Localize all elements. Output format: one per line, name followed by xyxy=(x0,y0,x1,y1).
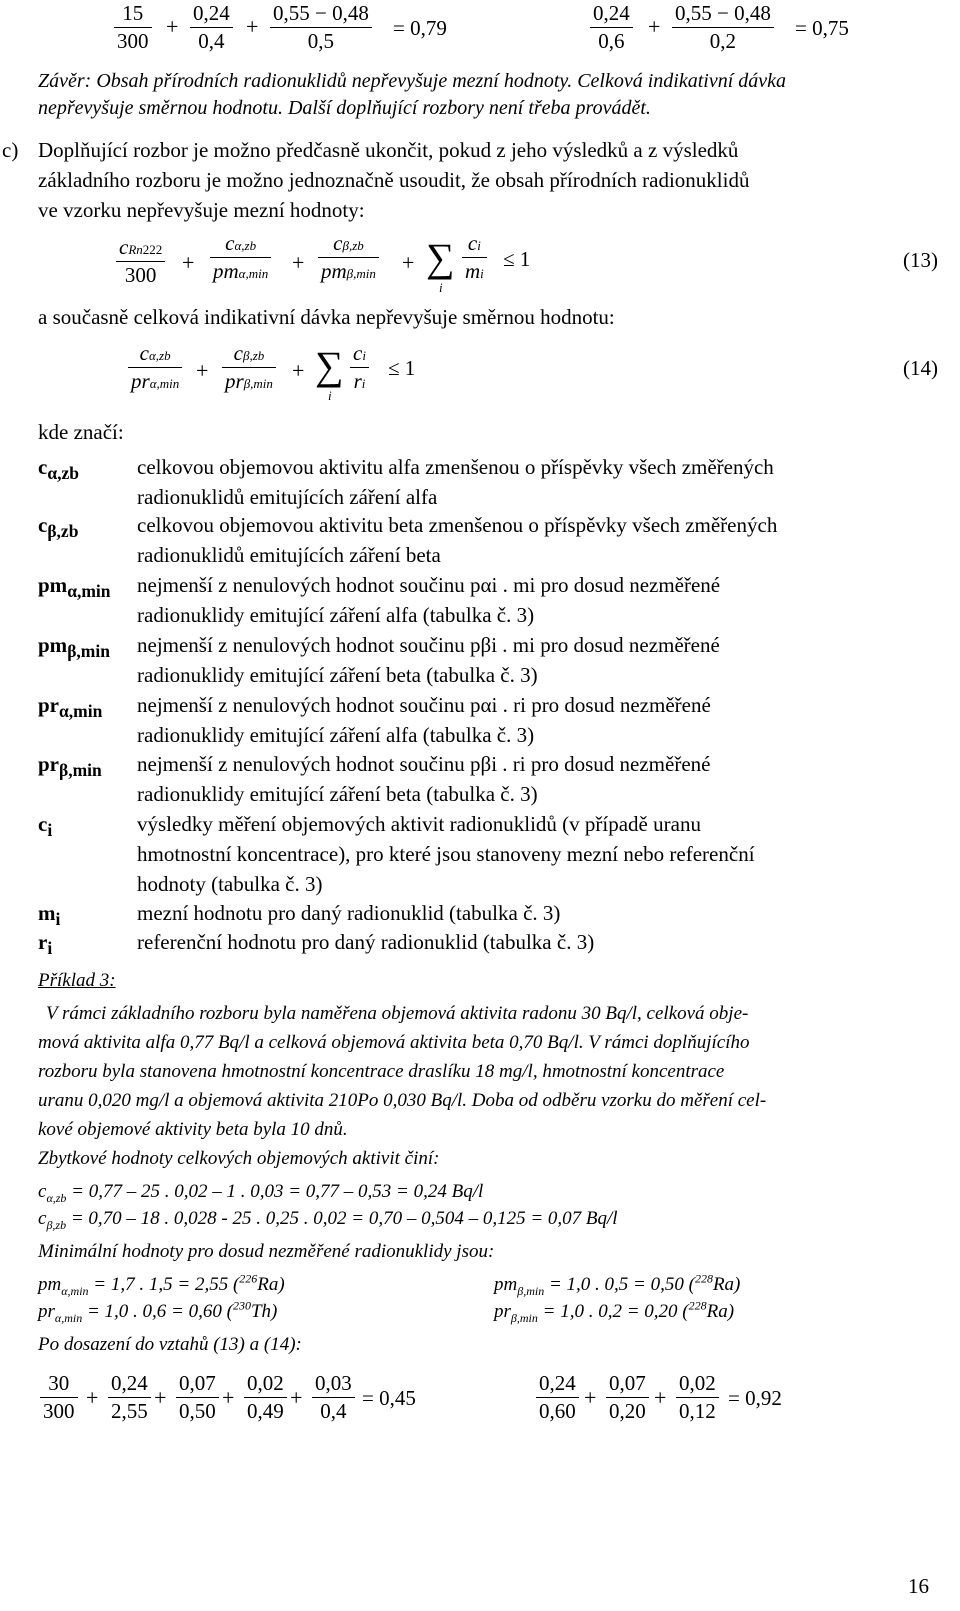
definition-text-line: výsledky měření objemových aktivit radionuklidů (v případě uranu xyxy=(137,812,701,836)
definition-text-line: nejmenší z nenulových hodnot součinu pβi . ri pro dosud nezměřené xyxy=(137,752,711,776)
definition-text-line: celkovou objemovou aktivitu alfa zmenšenou o příspěvky všech změřených xyxy=(137,455,774,479)
substitution-heading: Po dosazení do vztahů (13) a (14): xyxy=(38,1334,302,1355)
residual-heading: Zbytkové hodnoty celkových objemových aktivit činí: xyxy=(38,1148,440,1169)
fraction: cα,zb prα,min xyxy=(128,342,182,393)
definition-term-wrapper xyxy=(38,812,53,841)
page-number: 16 xyxy=(908,1574,929,1598)
kde-znaci: kde značí: xyxy=(38,420,124,444)
summation-index: i xyxy=(328,388,332,403)
plus-sign: + xyxy=(292,358,305,383)
numerator: 0,02 xyxy=(244,1372,287,1398)
fraction xyxy=(108,1372,151,1423)
fraction: cβ,zb pmβ,min xyxy=(318,232,379,283)
definition-text xyxy=(137,630,937,690)
summation-symbol: ∑ xyxy=(426,235,455,280)
definition-text xyxy=(137,570,937,630)
denominator: 2,55 xyxy=(111,1399,148,1424)
plus-sign: + xyxy=(154,1385,167,1410)
definition-term-subscript: α,min xyxy=(59,701,103,722)
denominator: 0,60 xyxy=(539,1399,576,1424)
definition-term-subscript: i xyxy=(55,909,61,930)
plus-sign: + xyxy=(182,250,195,275)
definition-text-line: celkovou objemovou aktivitu beta zmenšenou o příspěvky všech změřených xyxy=(137,513,778,537)
conclusion-line-1: Závěr: Obsah přírodních radionuklidů nepřevyšuje mezní hodnoty. Celková indikativní dávka xyxy=(38,70,787,92)
definition-text xyxy=(137,898,937,928)
definition-text xyxy=(137,452,937,512)
plus-sign: + xyxy=(584,1385,597,1410)
fraction xyxy=(676,1372,719,1423)
definition-term-subscript: α,zb xyxy=(47,463,79,484)
example-paragraph-line: V rámci základního rozboru byla naměřena objemová aktivita radonu 30 Bq/l, celková obje- xyxy=(46,1003,749,1024)
definition-term: pm xyxy=(38,573,68,597)
definition-text-line: radionuklidy emitující záření beta (tabulka č. 3) xyxy=(137,782,538,806)
result: = 0,92 xyxy=(728,1386,782,1410)
result: = 0,79 xyxy=(393,16,447,40)
fraction: cα,zb pmα,min xyxy=(210,232,271,283)
denominator: 0,50 xyxy=(179,1399,216,1424)
between-text: a současně celková indikativní dávka nepřevyšuje směrnou hodnotu: xyxy=(38,305,615,329)
definition-term: c xyxy=(38,812,48,836)
pr-alpha-line: $pr_{\alpha,min} = 1,0$ . 0,6 = 0,60 ($^{230}$Th) xyxy=(38,1298,278,1325)
example-paragraph-line: kové objemové aktivity beta byla 10 dnů. xyxy=(38,1119,348,1140)
result: = 0,75 xyxy=(795,16,849,40)
section-marker: c) xyxy=(2,138,19,162)
equation-number: (14) xyxy=(903,356,938,380)
fraction: $\frac{15}{300}$ xyxy=(114,2,152,53)
definition-term-wrapper xyxy=(38,573,111,602)
plus-sign: + xyxy=(246,14,259,39)
inequality: ≤ 1 xyxy=(503,247,531,271)
definition-text xyxy=(137,809,937,899)
definition-text-line: radionuklidy emitující záření beta (tabulka č. 3) xyxy=(137,663,538,687)
pm-alpha-line: $pm_{\alpha,min} = 1,7$ . 1,5 = 2,55 ($^{226}$Ra) xyxy=(38,1271,285,1298)
plus-sign: + xyxy=(166,14,179,39)
definition-term-wrapper xyxy=(38,513,79,542)
definition-term-wrapper xyxy=(38,752,102,781)
plus-sign: + xyxy=(654,1385,667,1410)
plus-sign: + xyxy=(292,250,305,275)
definition-text xyxy=(137,690,937,750)
fraction: $\frac{0,55 - 0,48}{0,5}$ xyxy=(270,2,372,53)
definition-term-wrapper xyxy=(38,901,61,930)
pr-beta-line: $pr_{\beta,min} = 1,0$ . 0,2 = 0,20 ($^{228}$Ra) xyxy=(494,1298,735,1325)
fraction xyxy=(312,1372,355,1423)
fraction xyxy=(606,1372,649,1423)
definition-term: m xyxy=(38,901,56,925)
definition-text-line: nejmenší z nenulových hodnot součinu pβi . mi pro dosud nezměřené xyxy=(137,633,720,657)
inequality: ≤ 1 xyxy=(388,356,416,380)
numerator: 0,07 xyxy=(176,1372,219,1398)
numerator: 0,24 xyxy=(108,1372,151,1398)
section-c-line-2: základního rozboru je možno jednoznačně usoudit, že obsah přírodních radionuklidů xyxy=(38,168,750,192)
definition-text xyxy=(137,510,937,570)
fraction xyxy=(40,1372,78,1423)
c-beta-line: $c_{\beta,zb} = 0,70 - 18$ . 0,028 - 25 . 0,25 . 0,02 = 0,70 – 0,504 – 0,125 = 0,07 Bq/l xyxy=(38,1208,618,1232)
definition-text xyxy=(137,749,937,809)
definition-text-line: hodnoty (tabulka č. 3) xyxy=(137,872,323,896)
example-paragraph-line: mová aktivita alfa 0,77 Bq/l a celková objemová aktivita beta 0,70 Bq/l. V rámci doplňujícího xyxy=(38,1032,750,1053)
example-paragraph-line: rozboru byla stanovena hmotnostní koncentrace draslíku 18 mg/l, hmotnostní koncentrace xyxy=(38,1061,725,1082)
fraction: $\frac{ci}{ri}$ xyxy=(350,342,369,393)
numerator: 0,02 xyxy=(676,1372,719,1398)
fraction xyxy=(244,1372,287,1423)
definition-term: pr xyxy=(38,752,59,776)
plus-sign: + xyxy=(290,1385,303,1410)
definition-text-line: mezní hodnotu pro daný radionuklid (tabulka č. 3) xyxy=(137,901,561,925)
fraction: $\frac{0,24}{0,4}$ xyxy=(190,2,233,53)
numerator: 0,03 xyxy=(312,1372,355,1398)
definition-term-wrapper xyxy=(38,930,53,959)
denominator: 0,12 xyxy=(679,1399,716,1424)
definition-text-line: radionuklidy emitující záření alfa (tabulka č. 3) xyxy=(137,723,535,747)
denominator: 0,20 xyxy=(609,1399,646,1424)
fraction xyxy=(536,1372,579,1423)
equation-number: (13) xyxy=(903,248,938,272)
summation-symbol: ∑ xyxy=(315,343,344,388)
fraction: cRn222 300 xyxy=(116,236,165,287)
denominator: 0,49 xyxy=(247,1399,284,1424)
definition-term-subscript: α,min xyxy=(67,581,111,602)
conclusion-line-2: nepřevyšuje směrnou hodnotu. Další doplňující rozbory není třeba provádět. xyxy=(38,97,651,119)
fraction: $\frac{ci}{mi}$ xyxy=(462,232,487,283)
definition-term: r xyxy=(38,930,48,954)
definition-term: pm xyxy=(38,633,68,657)
definition-term-subscript: i xyxy=(47,820,53,841)
pm-beta-line: $pm_{\beta,min} = 1,0$ . 0,5 = 0,50 ($^{228}$Ra) xyxy=(494,1271,741,1298)
result: = 0,45 xyxy=(362,1386,416,1410)
numerator: 0,07 xyxy=(606,1372,649,1398)
definition-text-line: radionuklidy emitující záření alfa (tabulka č. 3) xyxy=(137,603,535,627)
fraction: cβ,zb prβ,min xyxy=(222,342,276,393)
min-heading: Minimální hodnoty pro dosud nezměřené radionuklidy jsou: xyxy=(38,1241,495,1262)
definition-term-wrapper xyxy=(38,455,79,484)
definition-text-line: hmotnostní koncentrace), pro které jsou stanoveny mezní nebo referenční xyxy=(137,842,755,866)
fraction xyxy=(176,1372,219,1423)
definition-term: pr xyxy=(38,693,59,717)
numerator: 0,24 xyxy=(536,1372,579,1398)
definition-term: c xyxy=(38,513,48,537)
definition-term-subscript: β,min xyxy=(59,760,102,781)
denominator: 300 xyxy=(43,1399,75,1424)
denominator: 0,4 xyxy=(320,1399,347,1424)
example-heading: Příklad 3: xyxy=(38,970,116,991)
plus-sign: + xyxy=(648,14,661,39)
section-c-line-1: Doplňující rozbor je možno předčasně ukončit, pokud z jeho výsledků a z výsledků xyxy=(38,138,739,162)
fraction: $\frac{0,55 - 0,48}{0,2}$ xyxy=(672,2,774,53)
numerator: 30 xyxy=(40,1372,78,1398)
section-c-line-3: ve vzorku nepřevyšuje mezní hodnoty: xyxy=(38,198,365,222)
definition-term-subscript: β,zb xyxy=(47,521,79,542)
fraction: $\frac{0,24}{0,6}$ xyxy=(590,2,633,53)
summation-index: i xyxy=(439,280,443,295)
plus-sign: + xyxy=(402,250,415,275)
definition-text-line: radionuklidů emitujících záření alfa xyxy=(137,485,438,509)
definition-term-wrapper xyxy=(38,693,103,722)
plus-sign: + xyxy=(222,1385,235,1410)
plus-sign: + xyxy=(86,1385,99,1410)
definition-text-line: nejmenší z nenulových hodnot součinu pαi . ri pro dosud nezměřené xyxy=(137,693,711,717)
definition-text-line: referenční hodnotu pro daný radionuklid (tabulka č. 3) xyxy=(137,930,595,954)
definition-text-line: radionuklidů emitujících záření beta xyxy=(137,543,441,567)
definition-term: c xyxy=(38,455,48,479)
plus-sign: + xyxy=(196,358,209,383)
definition-term-wrapper xyxy=(38,633,110,662)
definition-term-subscript: β,min xyxy=(67,641,110,662)
definition-text-line: nejmenší z nenulových hodnot součinu pαi . mi pro dosud nezměřené xyxy=(137,573,721,597)
definition-text xyxy=(137,927,937,957)
definition-term-subscript: i xyxy=(47,938,53,959)
c-alpha-line: $c_{\alpha,zb} = 0,77 - 25$ . 0,02 – 1 . 0,03 = 0,77 – 0,53 = 0,24 Bq/l xyxy=(38,1181,484,1205)
example-paragraph-line: uranu 0,020 mg/l a objemová aktivita 210Po 0,030 Bq/l. Doba od odběru vzorku do měření cel- xyxy=(38,1090,767,1111)
